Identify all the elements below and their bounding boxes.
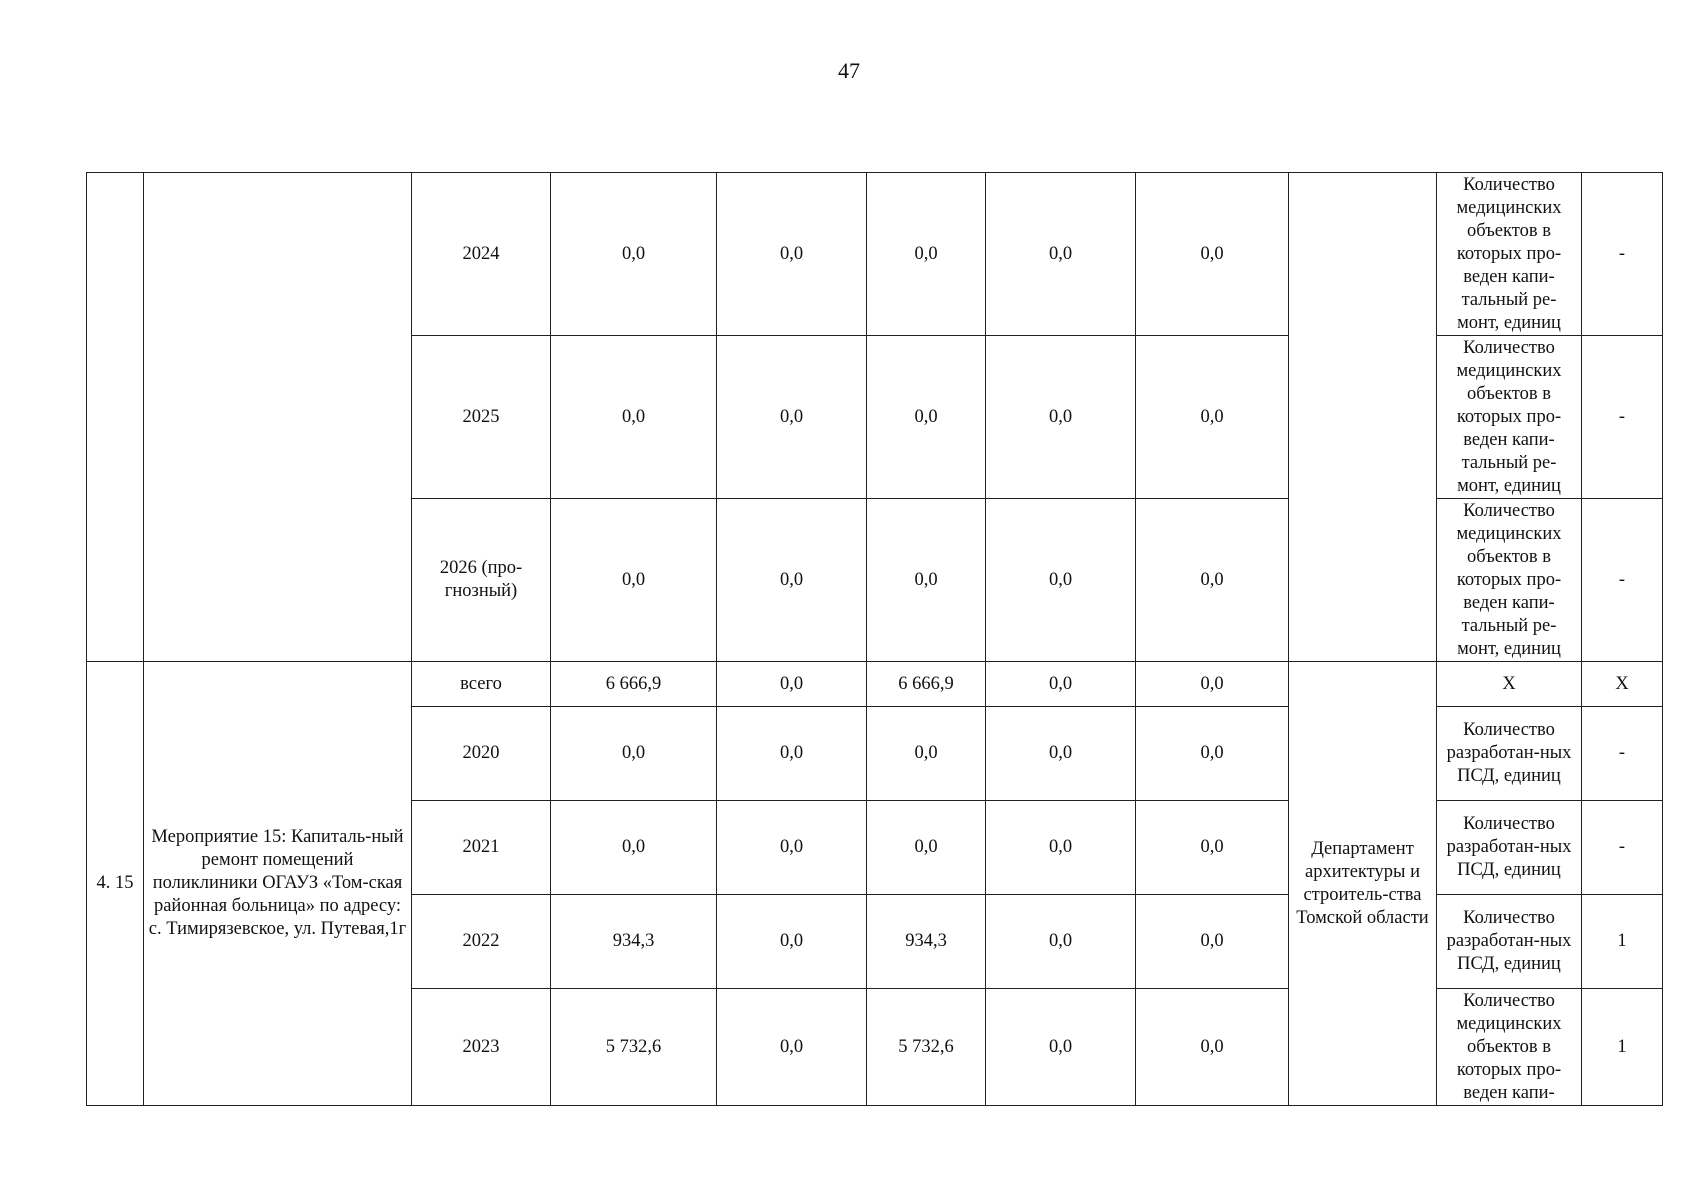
indicator-cell: Количество медицинских объектов в которых про-веден капи-тальный ре-монт, единиц xyxy=(1437,173,1582,336)
value-cell: 0,0 xyxy=(986,173,1136,336)
indicator-cell: Количество медицинских объектов в которых про-веден капи-тальный ре-монт, единиц xyxy=(1437,336,1582,499)
indicator-cell: Количество разработан-ных ПСД, единиц xyxy=(1437,707,1582,801)
year-cell: 2023 xyxy=(412,989,551,1106)
value-cell: 0,0 xyxy=(867,336,986,499)
indicator-value-cell: 1 xyxy=(1582,989,1663,1106)
value-cell: 0,0 xyxy=(551,499,717,662)
year-cell: 2021 xyxy=(412,801,551,895)
budget-table xyxy=(86,172,1663,1106)
value-cell: 0,0 xyxy=(717,662,867,707)
value-cell: 0,0 xyxy=(986,895,1136,989)
value-cell: 0,0 xyxy=(867,707,986,801)
value-cell: 0,0 xyxy=(986,707,1136,801)
year-cell: 2025 xyxy=(412,336,551,499)
value-cell: 0,0 xyxy=(717,173,867,336)
indicator-value-cell: - xyxy=(1582,173,1663,336)
value-cell: 934,3 xyxy=(551,895,717,989)
value-cell: 0,0 xyxy=(717,499,867,662)
value-cell: 0,0 xyxy=(986,801,1136,895)
value-cell: 0,0 xyxy=(717,336,867,499)
number-cell: 4. 15 xyxy=(87,662,144,1106)
value-cell: 0,0 xyxy=(867,499,986,662)
value-cell: 934,3 xyxy=(867,895,986,989)
value-cell: 0,0 xyxy=(717,801,867,895)
value-cell: 6 666,9 xyxy=(551,662,717,707)
year-cell: 2020 xyxy=(412,707,551,801)
value-cell: 0,0 xyxy=(1136,989,1289,1106)
value-cell: 0,0 xyxy=(1136,173,1289,336)
indicator-value-cell: - xyxy=(1582,499,1663,662)
year-cell: 2026 (про-гнозный) xyxy=(412,499,551,662)
value-cell: 0,0 xyxy=(986,336,1136,499)
year-cell: всего xyxy=(412,662,551,707)
indicator-cell: Количество медицинских объектов в которых про-веден капи-тальный ре-монт, единиц xyxy=(1437,499,1582,662)
indicator-cell: Количество разработан-ных ПСД, единиц xyxy=(1437,801,1582,895)
value-cell: 0,0 xyxy=(551,707,717,801)
value-cell: 0,0 xyxy=(551,336,717,499)
value-cell: 0,0 xyxy=(1136,707,1289,801)
indicator-cell: Количество медицинских объектов в которых про-веден капи- xyxy=(1437,989,1582,1106)
measure-name-cell: Мероприятие 15: Капиталь-ный ремонт помещений поликлиники ОГАУЗ «Том-ская районная больница» по адресу: с. Тимирязевское, ул. Путевая,1г xyxy=(144,662,412,1106)
value-cell: 0,0 xyxy=(867,173,986,336)
value-cell: 0,0 xyxy=(717,707,867,801)
indicator-value-cell: - xyxy=(1582,801,1663,895)
value-cell: 0,0 xyxy=(986,989,1136,1106)
value-cell: 0,0 xyxy=(1136,499,1289,662)
value-cell: 0,0 xyxy=(867,801,986,895)
year-cell: 2024 xyxy=(412,173,551,336)
value-cell: 0,0 xyxy=(1136,801,1289,895)
value-cell: 0,0 xyxy=(1136,662,1289,707)
executor-cell: Департамент архитектуры и строитель-ства Томской области xyxy=(1289,662,1437,1106)
page-number: 47 xyxy=(838,58,860,83)
value-cell: 0,0 xyxy=(717,989,867,1106)
indicator-cell: Х xyxy=(1437,662,1582,707)
indicator-value-cell: 1 xyxy=(1582,895,1663,989)
table-row xyxy=(87,173,1663,336)
value-cell: 5 732,6 xyxy=(551,989,717,1106)
value-cell: 0,0 xyxy=(1136,336,1289,499)
value-cell: 0,0 xyxy=(551,173,717,336)
value-cell: 0,0 xyxy=(551,801,717,895)
value-cell: 0,0 xyxy=(717,895,867,989)
value-cell: 6 666,9 xyxy=(867,662,986,707)
number-cell xyxy=(87,173,144,662)
value-cell: 0,0 xyxy=(986,499,1136,662)
indicator-value-cell: - xyxy=(1582,336,1663,499)
executor-cell xyxy=(1289,173,1437,662)
indicator-value-cell: Х xyxy=(1582,662,1663,707)
table-row xyxy=(87,662,1663,707)
indicator-value-cell: - xyxy=(1582,707,1663,801)
year-cell: 2022 xyxy=(412,895,551,989)
value-cell: 0,0 xyxy=(986,662,1136,707)
value-cell: 0,0 xyxy=(1136,895,1289,989)
measure-name-cell xyxy=(144,173,412,662)
value-cell: 5 732,6 xyxy=(867,989,986,1106)
indicator-cell: Количество разработан-ных ПСД, единиц xyxy=(1437,895,1582,989)
